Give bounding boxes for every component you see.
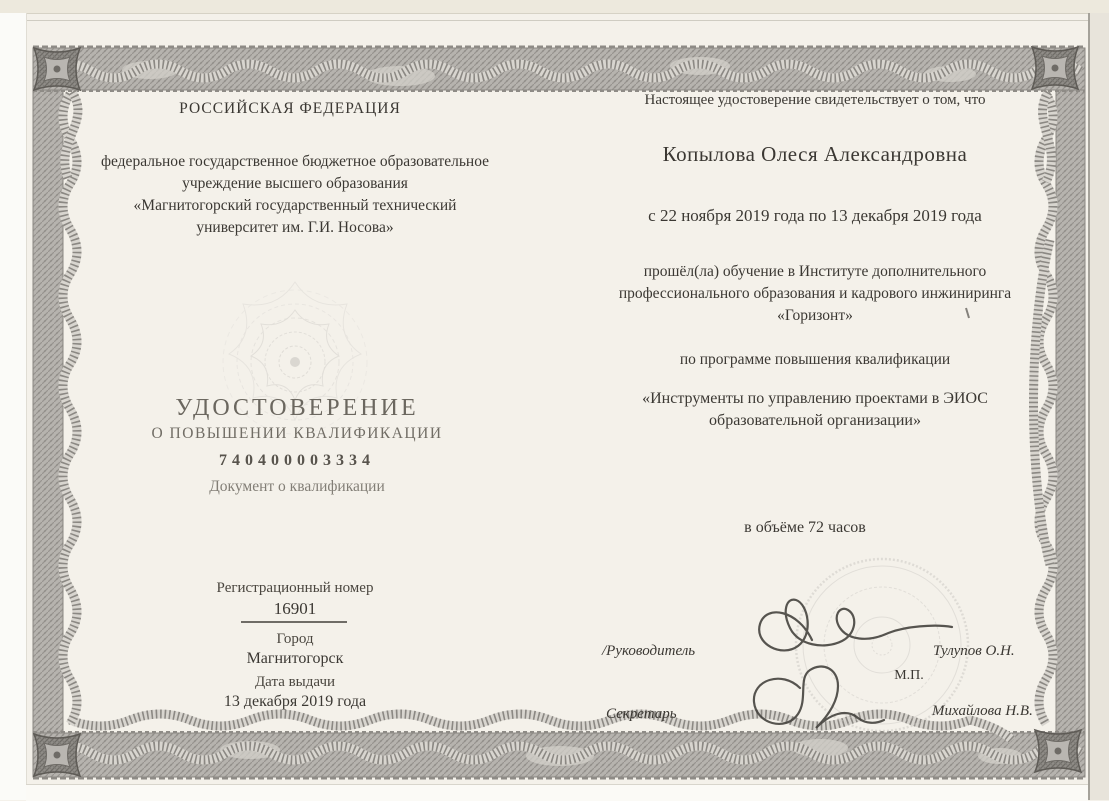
corner-rosette-top-left	[34, 48, 80, 90]
corner-rosette-top-right	[1032, 47, 1078, 89]
program-line: образовательной организации»	[709, 412, 921, 429]
issue-date-label: Дата выдачи	[254, 674, 336, 690]
stamp-place-label: М.П.	[894, 668, 924, 683]
certifies-statement: Настоящее удостоверение свидетельствует о том, что	[644, 92, 986, 108]
head-name: Тулупов О.Н.	[933, 643, 1015, 659]
scan-edge-left	[0, 13, 27, 800]
country-title: РОССИЙСКАЯ ФЕДЕРАЦИЯ	[179, 100, 401, 117]
certificate-title: УДОСТОВЕРЕНИЕ	[175, 395, 419, 421]
corner-rosette-bottom-left	[34, 734, 80, 776]
document-kind-label: Документ о квалификации	[209, 478, 385, 495]
head-signature	[759, 600, 952, 651]
institution-name	[75, 151, 515, 239]
program-title	[562, 388, 1068, 432]
recipient-name: Копылова Олеся Александровна	[662, 142, 968, 166]
certificate-number: 740400003334	[219, 452, 375, 469]
scan-edge-top-line	[0, 20, 1109, 21]
program-line: «Инструменты по управлению проектами в ЭИОС	[642, 390, 988, 407]
scan-edge-right	[1088, 13, 1109, 800]
registration-divider-line	[241, 621, 347, 623]
secretary-role-label: Секретарь	[606, 706, 677, 722]
institution-line: университет им. Г.И. Носова»	[196, 219, 394, 236]
scan-edge-top	[0, 0, 1109, 14]
certificate-subtitle: О ПОВЫШЕНИИ КВАЛИФИКАЦИИ	[151, 425, 443, 442]
institution-line: учреждение высшего образования	[182, 175, 408, 192]
training-line: «Горизонт»	[777, 307, 853, 324]
head-role-label: /Руководитель	[602, 643, 696, 659]
scan-edge-bottom	[26, 784, 1088, 801]
secretary-name: Михайлова Н.В.	[932, 703, 1033, 719]
issue-date-value: 13 декабря 2019 года	[223, 693, 367, 710]
institution-line: федеральное государственное бюджетное образовательное	[100, 153, 490, 170]
training-description	[562, 261, 1068, 327]
institution-line: «Магнитогорский государственный технический	[133, 197, 457, 214]
program-label: по программе повышения квалификации	[679, 351, 951, 368]
registration-number-label: Регистрационный номер	[216, 580, 374, 596]
training-period: с 22 ноября 2019 года по 13 декабря 2019 года	[648, 206, 982, 225]
city-value: Магнитогорск	[246, 650, 344, 667]
corner-rosette-bottom-right	[1035, 730, 1081, 772]
registration-number-value: 16901	[273, 599, 317, 618]
training-line: профессионального образования и кадрового инжиниринга	[618, 285, 1012, 302]
training-line: прошёл(ла) обучение в Институте дополнительного	[643, 263, 987, 280]
course-volume: в объёме 72 часов	[744, 519, 866, 536]
city-label: Город	[276, 631, 314, 647]
